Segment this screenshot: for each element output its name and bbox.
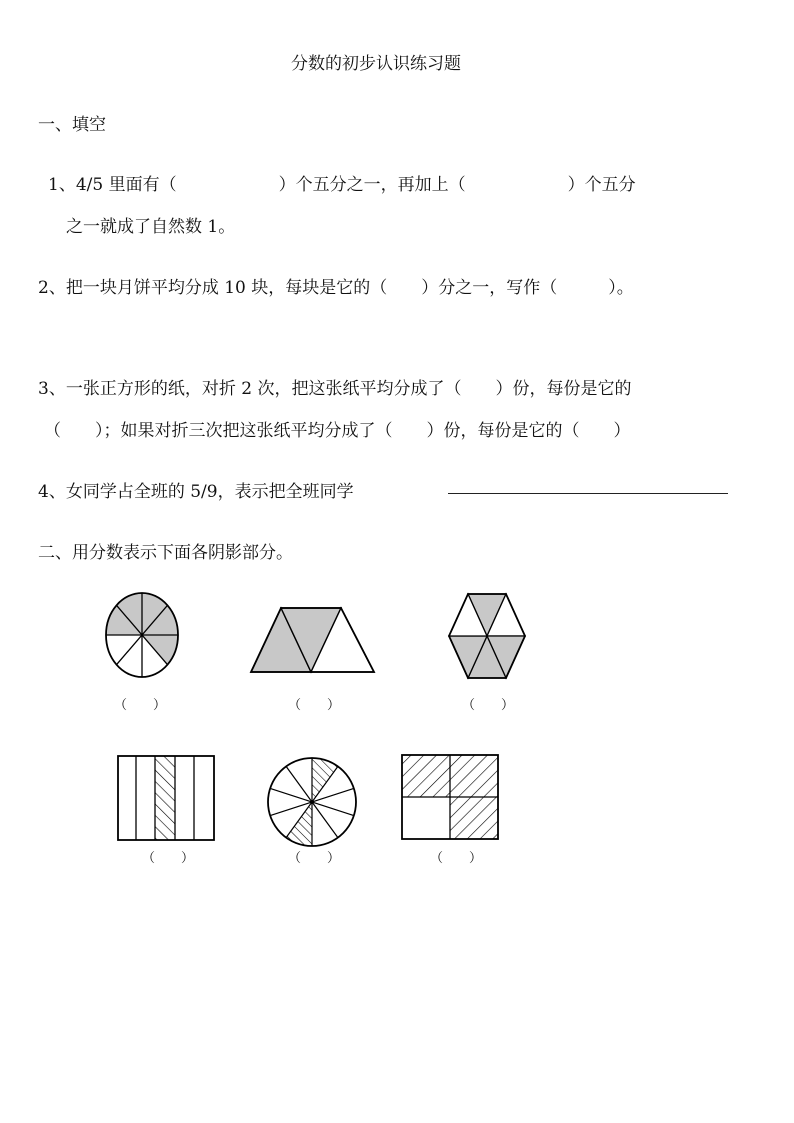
- answer-blank-4[interactable]: （ ）: [142, 851, 195, 866]
- question-3-line-1: 3、一张正方形的纸，对折 2 次，把这张纸平均分成了（ ）份，每份是它的: [38, 379, 632, 399]
- answer-blank-5[interactable]: （ ）: [288, 851, 341, 866]
- figure-rectangle: [116, 754, 216, 842]
- question-4: 4、女同学占全班的 5/9，表示把全班同学: [38, 482, 354, 502]
- oval-shaded-part: [142, 635, 178, 665]
- answer-blank-6[interactable]: （ ）: [430, 851, 483, 866]
- answer-blank-2[interactable]: （ ）: [288, 698, 341, 713]
- figure-square: [400, 753, 500, 841]
- answer-line[interactable]: [448, 493, 728, 494]
- figure-hexagon: [445, 590, 529, 682]
- figure-circle: [266, 756, 358, 848]
- question-2: 2、把一块月饼平均分成 10 块，每块是它的（ ）分之一，写作（ ）。: [38, 278, 634, 298]
- question-1-line-1: 1、4/5 里面有（ ）个五分之一，再加上（ ）个五分: [48, 175, 636, 195]
- page-title: 分数的初步认识练习题: [291, 54, 461, 74]
- answer-blank-3[interactable]: （ ）: [462, 698, 515, 713]
- figure-oval: [102, 590, 182, 680]
- question-1-line-2: 之一就成了自然数 1。: [66, 217, 236, 237]
- answer-blank-1[interactable]: （ ）: [114, 698, 167, 713]
- figure-trapezoid: [248, 605, 378, 675]
- section1-heading: 一、填空: [38, 115, 106, 135]
- question-3-line-2: （ ）；如果对折三次把这张纸平均分成了（ ）份，每份是它的（ ）: [44, 421, 631, 441]
- section2-heading: 二、用分数表示下面各阴影部分。: [38, 543, 293, 563]
